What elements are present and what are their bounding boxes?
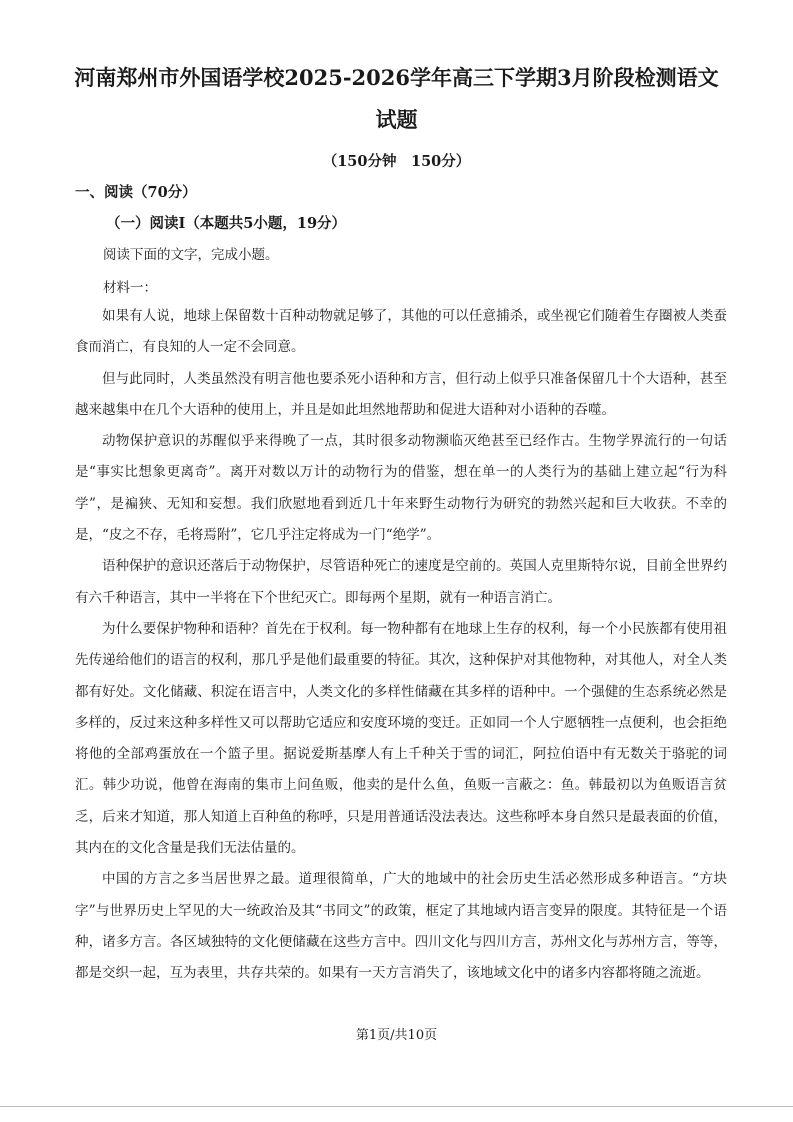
passage-paragraph: 如果有人说，地球上保留数十百种动物就足够了，其他的可以任意捕杀，或坐视它们随着生存圈被人类蚕食而消亡，有良知的人一定不会同意。 xyxy=(75,308,727,356)
page-number: 第1页/共10页 xyxy=(355,1028,438,1043)
passage-paragraph: 中国的方言之多当居世界之最。道理很简单，广大的地域中的社会历史生活必然形成多种语言。“方块字”与世界历史上罕见的大一统政治及其“书同文”的政策，框定了其地域内语言变异的限度。其特征是一个语种，诸多方言。各区域独特的文化便储藏在这些方言中。四川文化与四川方言，苏州文化与苏州方言，等等，都是交织一起，互为表里，共存共荣的。如果有一天方言消失了，该地域文化中的诸多内容都将随之流逝。 xyxy=(75,871,727,982)
page-divider xyxy=(0,1106,793,1107)
page-title: 河南郑州市外国语学校2025-2026学年高三下学期3月阶段检测语文 xyxy=(74,65,719,90)
exam-duration-score: （150分钟 150分） xyxy=(322,153,471,170)
passage-paragraph: 语种保护的意识还落后于动物保护，尽管语种死亡的速度是空前的。英国人克里斯特尔说，目前全世界约有六千种语言，其中一半将在下个世纪灭亡。即每两个星期，就有一种语言消亡。 xyxy=(75,558,727,606)
passage-body xyxy=(75,301,727,990)
passage-paragraph: 但与此同时，人类虽然没有明言他也要杀死小语种和方言，但行动上似乎只准备保留几十个大语种，甚至越来越集中在几个大语种的使用上，并且是如此坦然地帮助和促进大语种对小语种的吞噬。 xyxy=(75,370,727,418)
reading-instruction: 阅读下面的文字，完成小题。 xyxy=(103,247,279,263)
page-title-continued: 试题 xyxy=(375,107,418,132)
subsection-heading: （一）阅读Ⅰ（本题共5小题，19分） xyxy=(106,215,347,232)
material-label: 材料一： xyxy=(103,280,157,296)
passage-paragraph: 动物保护意识的苏醒似乎来得晚了一点，其时很多动物濒临灭绝甚至已经作古。生物学界流行的一句话是“事实比想象更离奇”。离开对数以万计的动物行为的借鉴，想在单一的人类行为的基础上建立起“行为科学”，是褊狭、无知和妄想。我们欣慰地看到近几十年来野生动物行为研究的勃然兴起和巨大收获。不幸的是，“皮之不存，毛将焉附”，它几乎注定将成为一门“绝学”。 xyxy=(75,433,727,544)
section-heading: 一、阅读（70分） xyxy=(75,184,197,201)
passage-paragraph: 为什么要保护物种和语种？首先在于权利。每一物种都有在地球上生存的权利，每一个小民族都有使用祖先传递给他们的语言的权利，那几乎是他们最重要的特征。其次，这种保护对其他物种，对其他人，对全人类都有好处。文化储藏、积淀在语言中，人类文化的多样性储藏在其多样的语种中。一个强健的生态系统必然是多样的，反过来这种多样性又可以帮助它适应和安度环境的变迁。正如同一个人宁愿牺牲一点便利，也会拒绝将他的全部鸡蛋放在一个篮子里。据说爱斯基摩人有上千种关于雪的词汇，阿拉伯语中有无数关于骆驼的词汇。韩少功说，他曾在海南的集市上问鱼贩，他卖的是什么鱼，鱼贩一言蔽之：鱼。韩最初以为鱼贩语言贫乏，后来才知道，那人知道上百种鱼的称呼，只是用普通话没法表达。这些称呼本身自然只是最表面的价值，其内在的文化含量是我们无法估量的。 xyxy=(75,620,727,857)
